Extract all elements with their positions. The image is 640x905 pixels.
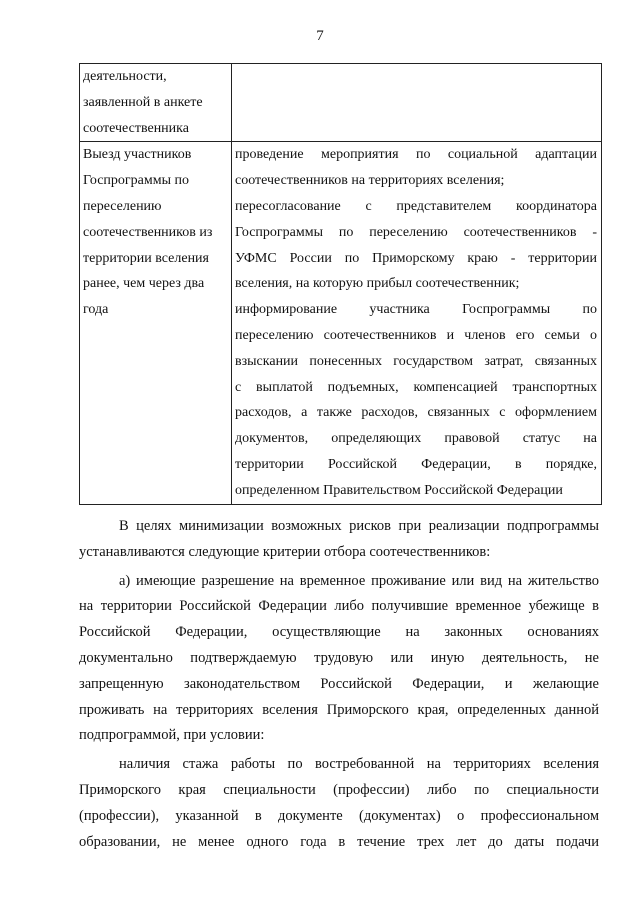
cell-line: Выезд участников [83,147,192,163]
cell-line: документов, определяющих правовой статус на [235,431,597,447]
body-text [79,514,599,855]
cell-line: заявленной в анкете [83,94,203,110]
cell-line: Госпрограммы по переселению соотечественников - [235,224,597,240]
cell-line: с выплатой подъемных, компенсацией транспортных [235,379,597,395]
cell-line: переселению [83,198,162,214]
cell-line: Госпрограммы по [83,173,189,189]
text-line: наличия стажа работы по востребованной на территориях вселения [119,756,599,773]
text-line: запрещенную законодательством Российской Федерации, и желающие [79,675,599,692]
cell-line: территории вселения [83,250,209,266]
cell-line: переселению соотечественников и членов его семьи о [235,327,597,343]
cell-line: деятельности, [83,69,167,84]
table-cell-left [80,64,232,142]
text-line: подпрограммой, при условии: [79,727,265,744]
text-line: Приморского края специальности (профессии) либо по специальности [79,781,599,798]
text-line: на территории Российской Федерации либо получившие временное убежище в [79,598,599,615]
criteria-table [79,63,602,505]
cell-line: года [83,302,109,318]
cell-line: расходов, а также расходов, связанных с оформлением [235,405,597,421]
text-line: Российской Федерации, осуществляющие на законных основаниях [79,624,599,641]
table-cell-right-empty [232,64,602,142]
cell-line: взыскании понесенных государством затрат, связанных [235,353,597,369]
paragraph [79,514,599,566]
paragraph [79,752,599,855]
paragraph [79,569,599,750]
cell-line: соотечественников на территориях вселения; [235,173,505,189]
text-line: В целях минимизации возможных рисков при реализации подпрограммы [119,518,599,534]
text-line: документально подтверждаемую трудовую или иную деятельность, не [79,649,599,666]
cell-line: УФМС России по Приморскому краю - территории [235,250,597,266]
cell-line: соотечественника [83,120,189,136]
text-line: (профессии), указанной в документе (документах) о профессиональном [79,807,599,824]
table-row [80,142,602,504]
cell-line: определенном Правительством Российской Федерации [235,482,563,498]
cell-line: территории Российской Федерации, в порядке, [235,456,597,472]
text-line: а) имеющие разрешение на временное проживание или вид на жительство [119,572,599,589]
text-line: образовании, не менее одного года в течение трех лет до даты подачи [79,833,599,850]
cell-line: соотечественников из [83,224,213,240]
cell-line: вселения, на которую прибыл соотечественник; [235,276,520,292]
cell-line: проведение мероприятия по социальной адаптации [235,147,597,163]
cell-line: ранее, чем через два [83,276,205,292]
cell-line: пересогласование с представителем координатора [235,198,597,214]
text-line: устанавливаются следующие критерии отбора соотечественников: [79,543,491,560]
page-number: 7 [316,28,324,44]
table-cell-left [80,142,232,504]
text-line: проживать на территориях вселения Приморского края, определенных данной [79,701,599,718]
cell-line: информирование участника Госпрограммы по [235,302,597,318]
table-row [80,64,602,142]
table-cell-right [232,142,602,504]
